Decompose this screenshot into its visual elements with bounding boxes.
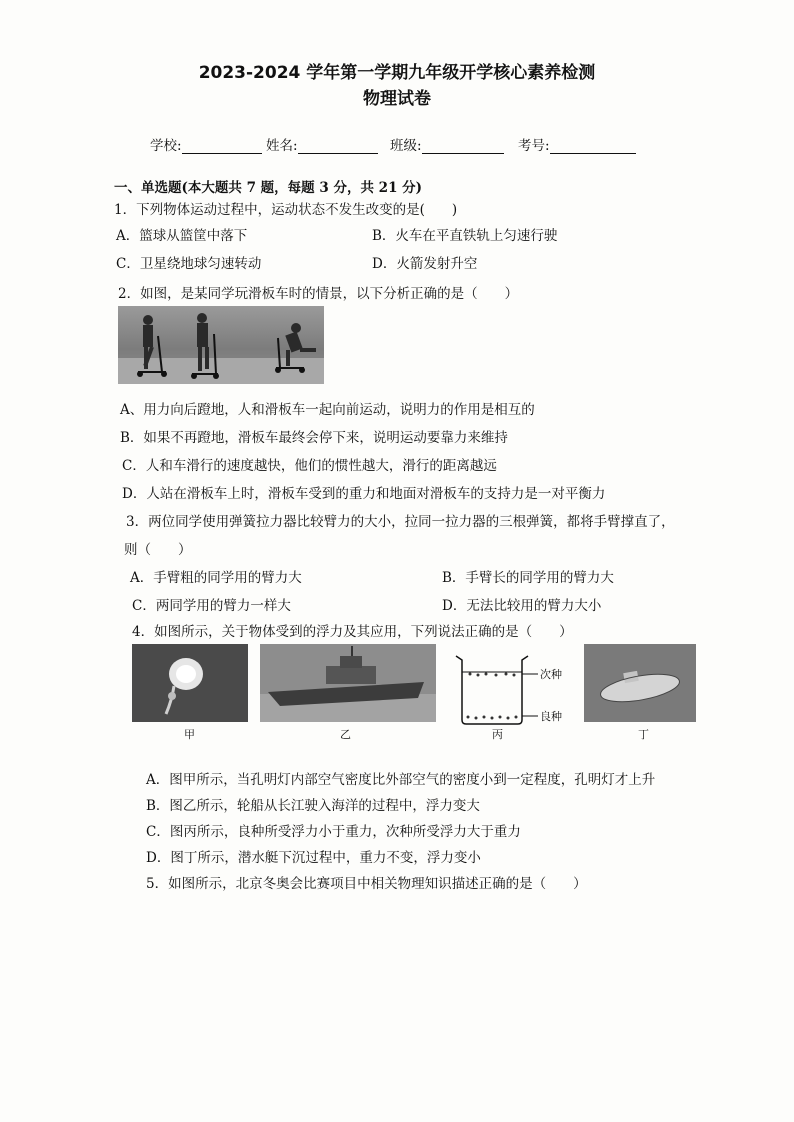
fig-label-bing: 丙 — [492, 728, 503, 741]
exam-number-field — [518, 134, 636, 154]
q1-option-a: A．篮球从篮筐中落下 — [116, 228, 248, 244]
q2-option-d: D．人站在滑板车上时，滑板车受到的重力和地面对滑板车的支持力是一对平衡力 — [122, 486, 606, 502]
q2-stem: 2．如图，是某同学玩滑板车时的情景，以下分析正确的是（ ） — [118, 286, 519, 302]
q2-option-b: B．如果不再蹬地，滑板车最终会停下来，说明运动要靠力来维持 — [120, 430, 508, 446]
class-field — [390, 134, 504, 154]
fig-label-yi: 乙 — [340, 728, 351, 741]
section-heading: 一、单选题(本大题共 7 题，每题 3 分，共 21 分) — [114, 180, 423, 196]
school-blank — [182, 139, 262, 154]
q1-option-d: D．火箭发射升空 — [372, 256, 478, 272]
q3-stem-continued: 则（ ） — [124, 542, 192, 558]
class-label: 班级: — [390, 138, 422, 154]
ship-image — [260, 644, 436, 722]
q4-figure-yi — [260, 644, 436, 722]
exam-title: 2023-2024 学年第一学期九年级开学核心素养检测 — [198, 63, 596, 83]
beaker-label-bottom: 良种 — [540, 710, 562, 723]
scooter-kids-image — [118, 306, 324, 384]
fig-label-jia: 甲 — [184, 728, 195, 741]
school-label: 学校: — [150, 138, 182, 154]
q4-figure-ding — [584, 644, 696, 722]
q4-option-d: D．图丁所示，潜水艇下沉过程中，重力不变，浮力变小 — [146, 850, 481, 866]
school-field — [150, 134, 262, 154]
q3-option-a: A．手臂粗的同学用的臂力大 — [130, 570, 302, 586]
q3-option-c: C．两同学用的臂力一样大 — [132, 598, 291, 614]
q2-option-a: A、用力向后蹬地，人和滑板车一起向前运动，说明力的作用是相互的 — [120, 402, 535, 418]
q4-figure-jia — [132, 644, 248, 722]
q5-stem: 5．如图所示，北京冬奥会比赛项目中相关物理知识描述正确的是（ ） — [146, 876, 587, 892]
q4-figure-bing — [452, 644, 574, 728]
name-blank — [298, 139, 378, 154]
q3-option-d: D．无法比较用的臂力大小 — [442, 598, 602, 614]
q2-option-c: C．人和车滑行的速度越快，他们的惯性越大，滑行的距离越远 — [122, 458, 497, 474]
q1-option-b: B．火车在平直铁轨上匀速行驶 — [372, 228, 558, 244]
q4-option-a: A．图甲所示，当孔明灯内部空气密度比外部空气的密度小到一定程度，孔明灯才上升 — [146, 772, 656, 788]
name-field — [266, 134, 378, 154]
fig-label-ding: 丁 — [638, 728, 649, 741]
exam-number-blank — [550, 139, 636, 154]
submarine-image — [584, 644, 696, 722]
sky-lantern-image — [132, 644, 248, 722]
q4-stem: 4．如图所示，关于物体受到的浮力及其应用，下列说法正确的是（ ） — [132, 624, 573, 640]
q4-option-b: B．图乙所示，轮船从长江驶入海洋的过程中，浮力变大 — [146, 798, 480, 814]
q1-option-c: C．卫星绕地球匀速转动 — [116, 256, 262, 272]
q1-stem: 1．下列物体运动过程中，运动状态不发生改变的是( ) — [114, 202, 458, 218]
exam-subtitle: 物理试卷 — [363, 89, 431, 109]
q4-option-c: C．图丙所示，良种所受浮力小于重力，次种所受浮力大于重力 — [146, 824, 521, 840]
exam-number-label: 考号: — [518, 138, 550, 154]
q2-scooter-photo — [118, 306, 324, 384]
name-label: 姓名: — [266, 138, 298, 154]
class-blank — [422, 139, 504, 154]
beaker-label-top: 次种 — [540, 668, 562, 681]
q3-option-b: B．手臂长的同学用的臂力大 — [442, 570, 614, 586]
q3-stem: 3．两位同学使用弹簧拉力器比较臂力的大小，拉同一拉力器的三根弹簧，都将手臂撑直了， — [126, 514, 675, 530]
